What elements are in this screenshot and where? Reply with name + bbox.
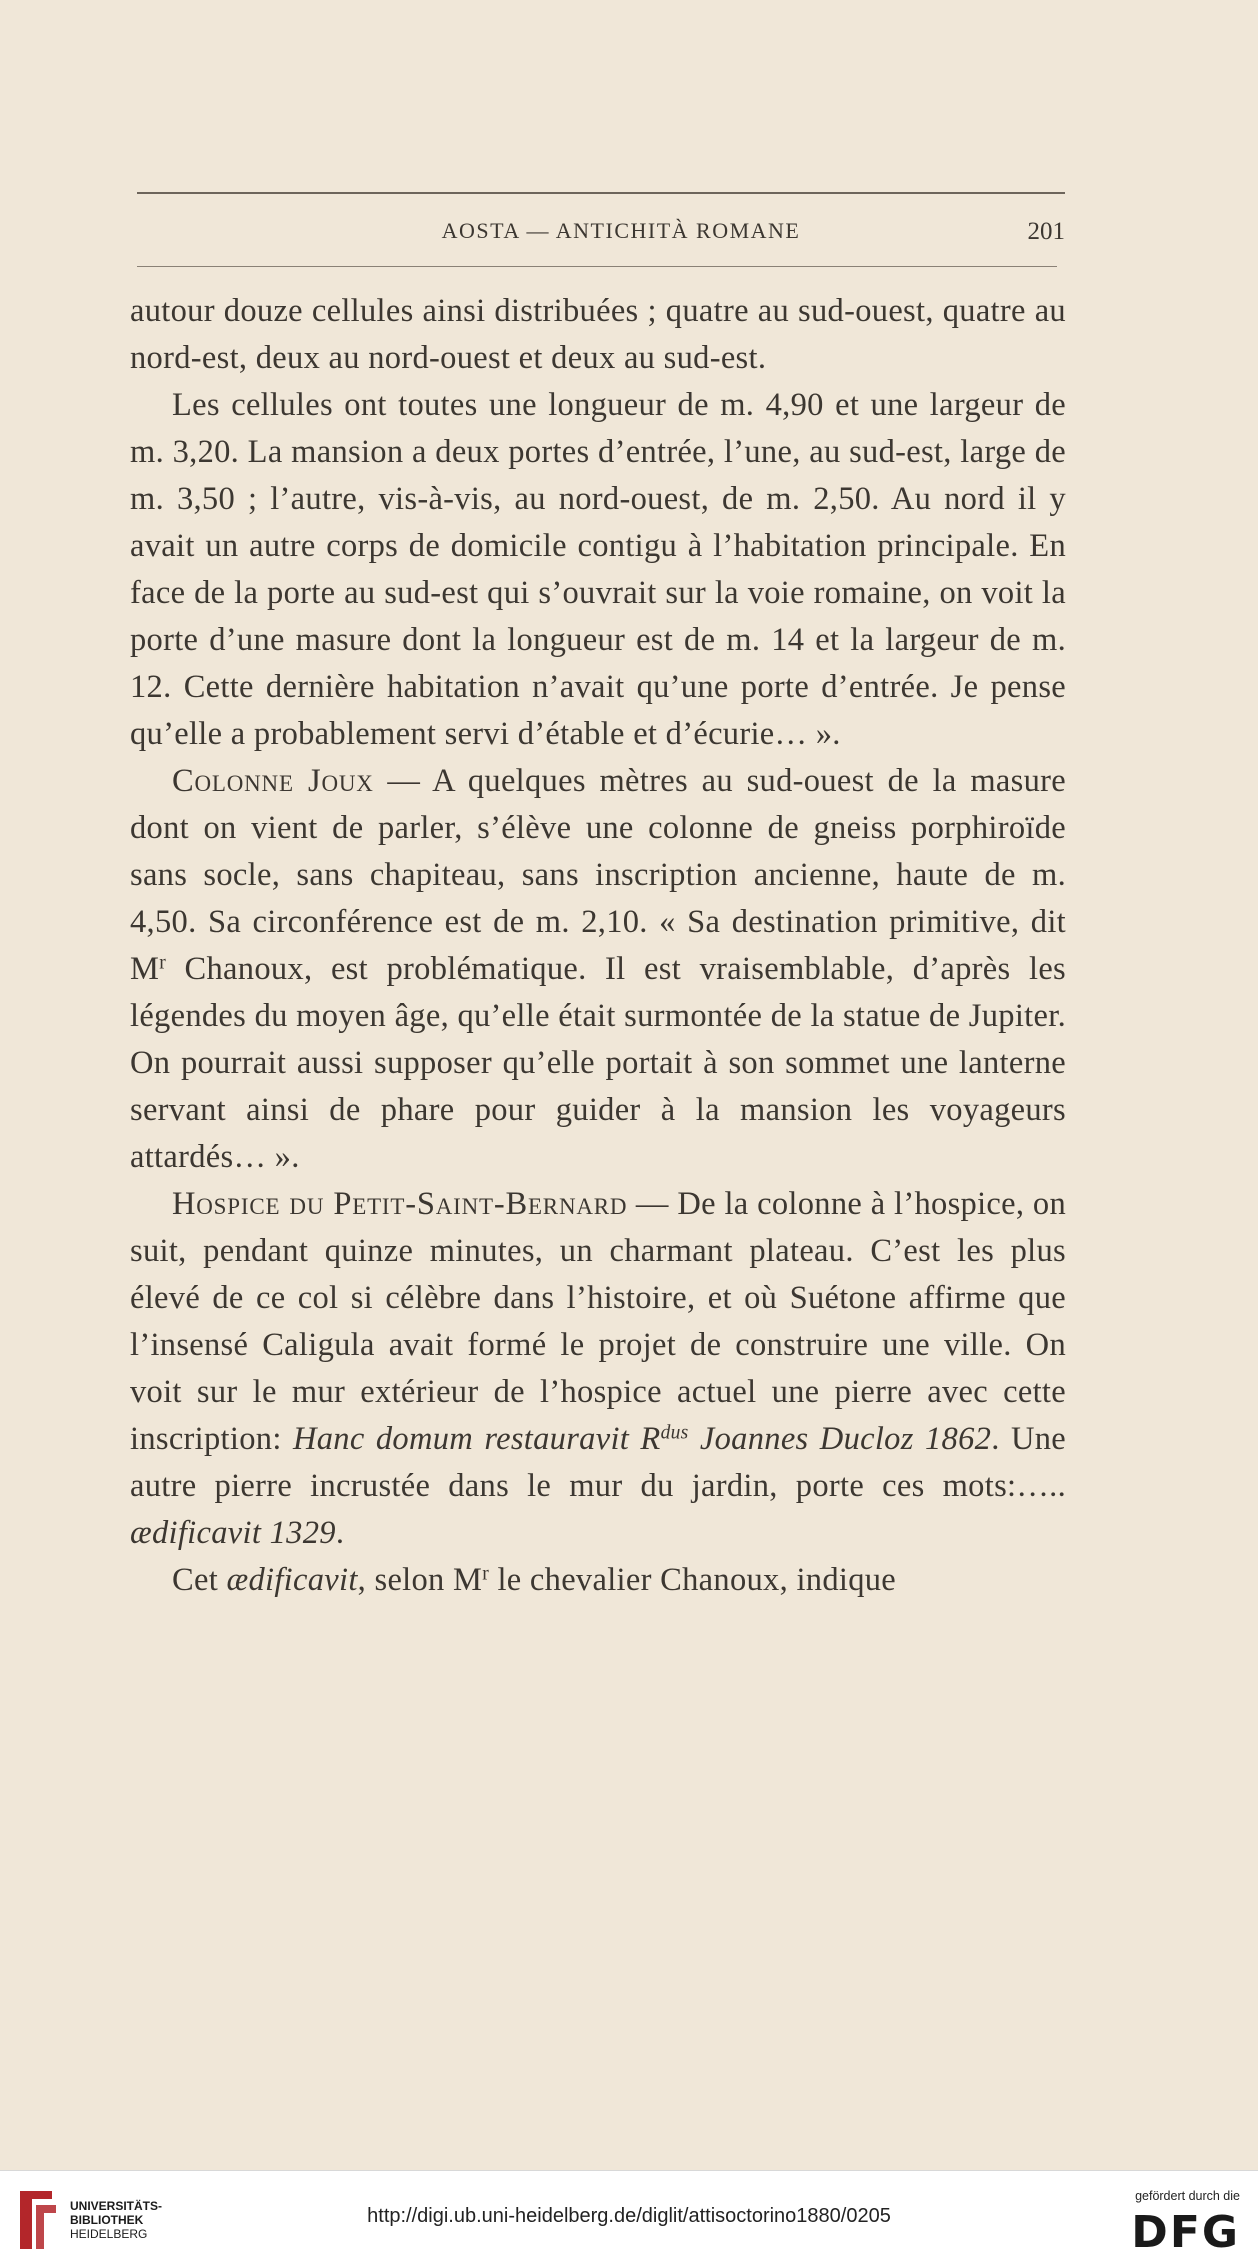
viewer-footer — [0, 2170, 1258, 2266]
inscription-text: Hanc domum restauravit R — [292, 1421, 661, 1457]
dfg-logo: DFG — [1131, 2207, 1240, 2258]
paragraph: autour douze cellules ainsi distribuées ; quatre au sud-ouest, quatre au nord-est, deux au nord-ouest et deux au sud-est. — [130, 293, 1066, 376]
header-rule-top — [137, 192, 1065, 194]
paragraph-colonne-joux: Colonne Joux — A quelques mètres au sud-ouest de la masure dont on vient de parler, s’élève une colonne de gneiss porphiroïde sans socle, sans chapiteau, sans inscription ancienne, haute de m. 4,50. Sa circonférence est de m. 2,10. « Sa destination primitive, dit $M^r$ Chanoux, est problématique. Il est vraisemblable, d’après les légendes du moyen âge, qu’elle était surmontée de la statue de Jupiter. On pourrait aussi supposer qu’elle portait à son sommet une lanterne servant ainsi de phare pour guider à la mansion les voyageurs attardés… ». — [130, 763, 1066, 1175]
library-name: UNIVERSITÄTS- BIBLIOTHEK HEIDELBERG — [70, 2199, 163, 2241]
permalink-url[interactable]: http://digi.ub.uni-heidelberg.de/diglit/attisoctorino1880/0205 — [367, 2205, 891, 2227]
paragraph: Cet ædificavit, selon $M^r$ le chevalier Chanoux, indique — [172, 1562, 897, 1598]
paragraph-hospice: Hospice du Petit-Saint-Bernard — De la colonne à l’hospice, on suit, pendant quinze minutes, un charmant plateau. C’est les plus élevé de ce col si célèbre dans l’histoire, et où Suétone affirme que l’insensé Caligula avait formé le projet de construire une ville. On voit sur le mur extérieur de l’hospice actuel une pierre avec cette inscription: Hanc domum restauravit $R^{dus}$ Joannes Ducloz 1862. Une autre pierre incrustée dans le mur du jardin, porte ces mots:….. ædificavit 1329. — [130, 1186, 1067, 1551]
inscription-text: ædificavit 1329 — [130, 1515, 336, 1551]
running-title: AOSTA — ANTICHITÀ ROMANE — [441, 218, 801, 243]
section-heading: Colonne Joux — [172, 763, 374, 799]
running-header — [137, 218, 1065, 250]
body-text — [130, 288, 1066, 1604]
paragraph: Les cellules ont toutes une longueur de m. 4,90 et une largeur de m. 3,20. La mansion a deux portes d’entrée, l’une, au sud-est, large de m. 3,50 ; l’autre, vis-à-vis, au nord-ouest, de m. 2,50. Au nord il y avait un autre corps de domicile contigu à l’habitation principale. En face de la porte au sud-est qui s’ouvrait sur la voie romaine, on voit la porte d’une masure dont la longueur est de m. 14 et la largeur de m. 12. Cette dernière habitation n’avait qu’une porte d’entrée. Je pense qu’elle a probablement servi d’étable et d’écurie… ». — [130, 387, 1066, 752]
funder-note: gefördert durch die — [1135, 2189, 1240, 2203]
inscription-text: Joannes Ducloz 1862 — [688, 1421, 992, 1457]
page-number: 201 — [1027, 218, 1065, 245]
header-rule-bottom — [137, 266, 1057, 267]
section-heading: Hospice du Petit-Saint-Bernard — [172, 1186, 628, 1222]
